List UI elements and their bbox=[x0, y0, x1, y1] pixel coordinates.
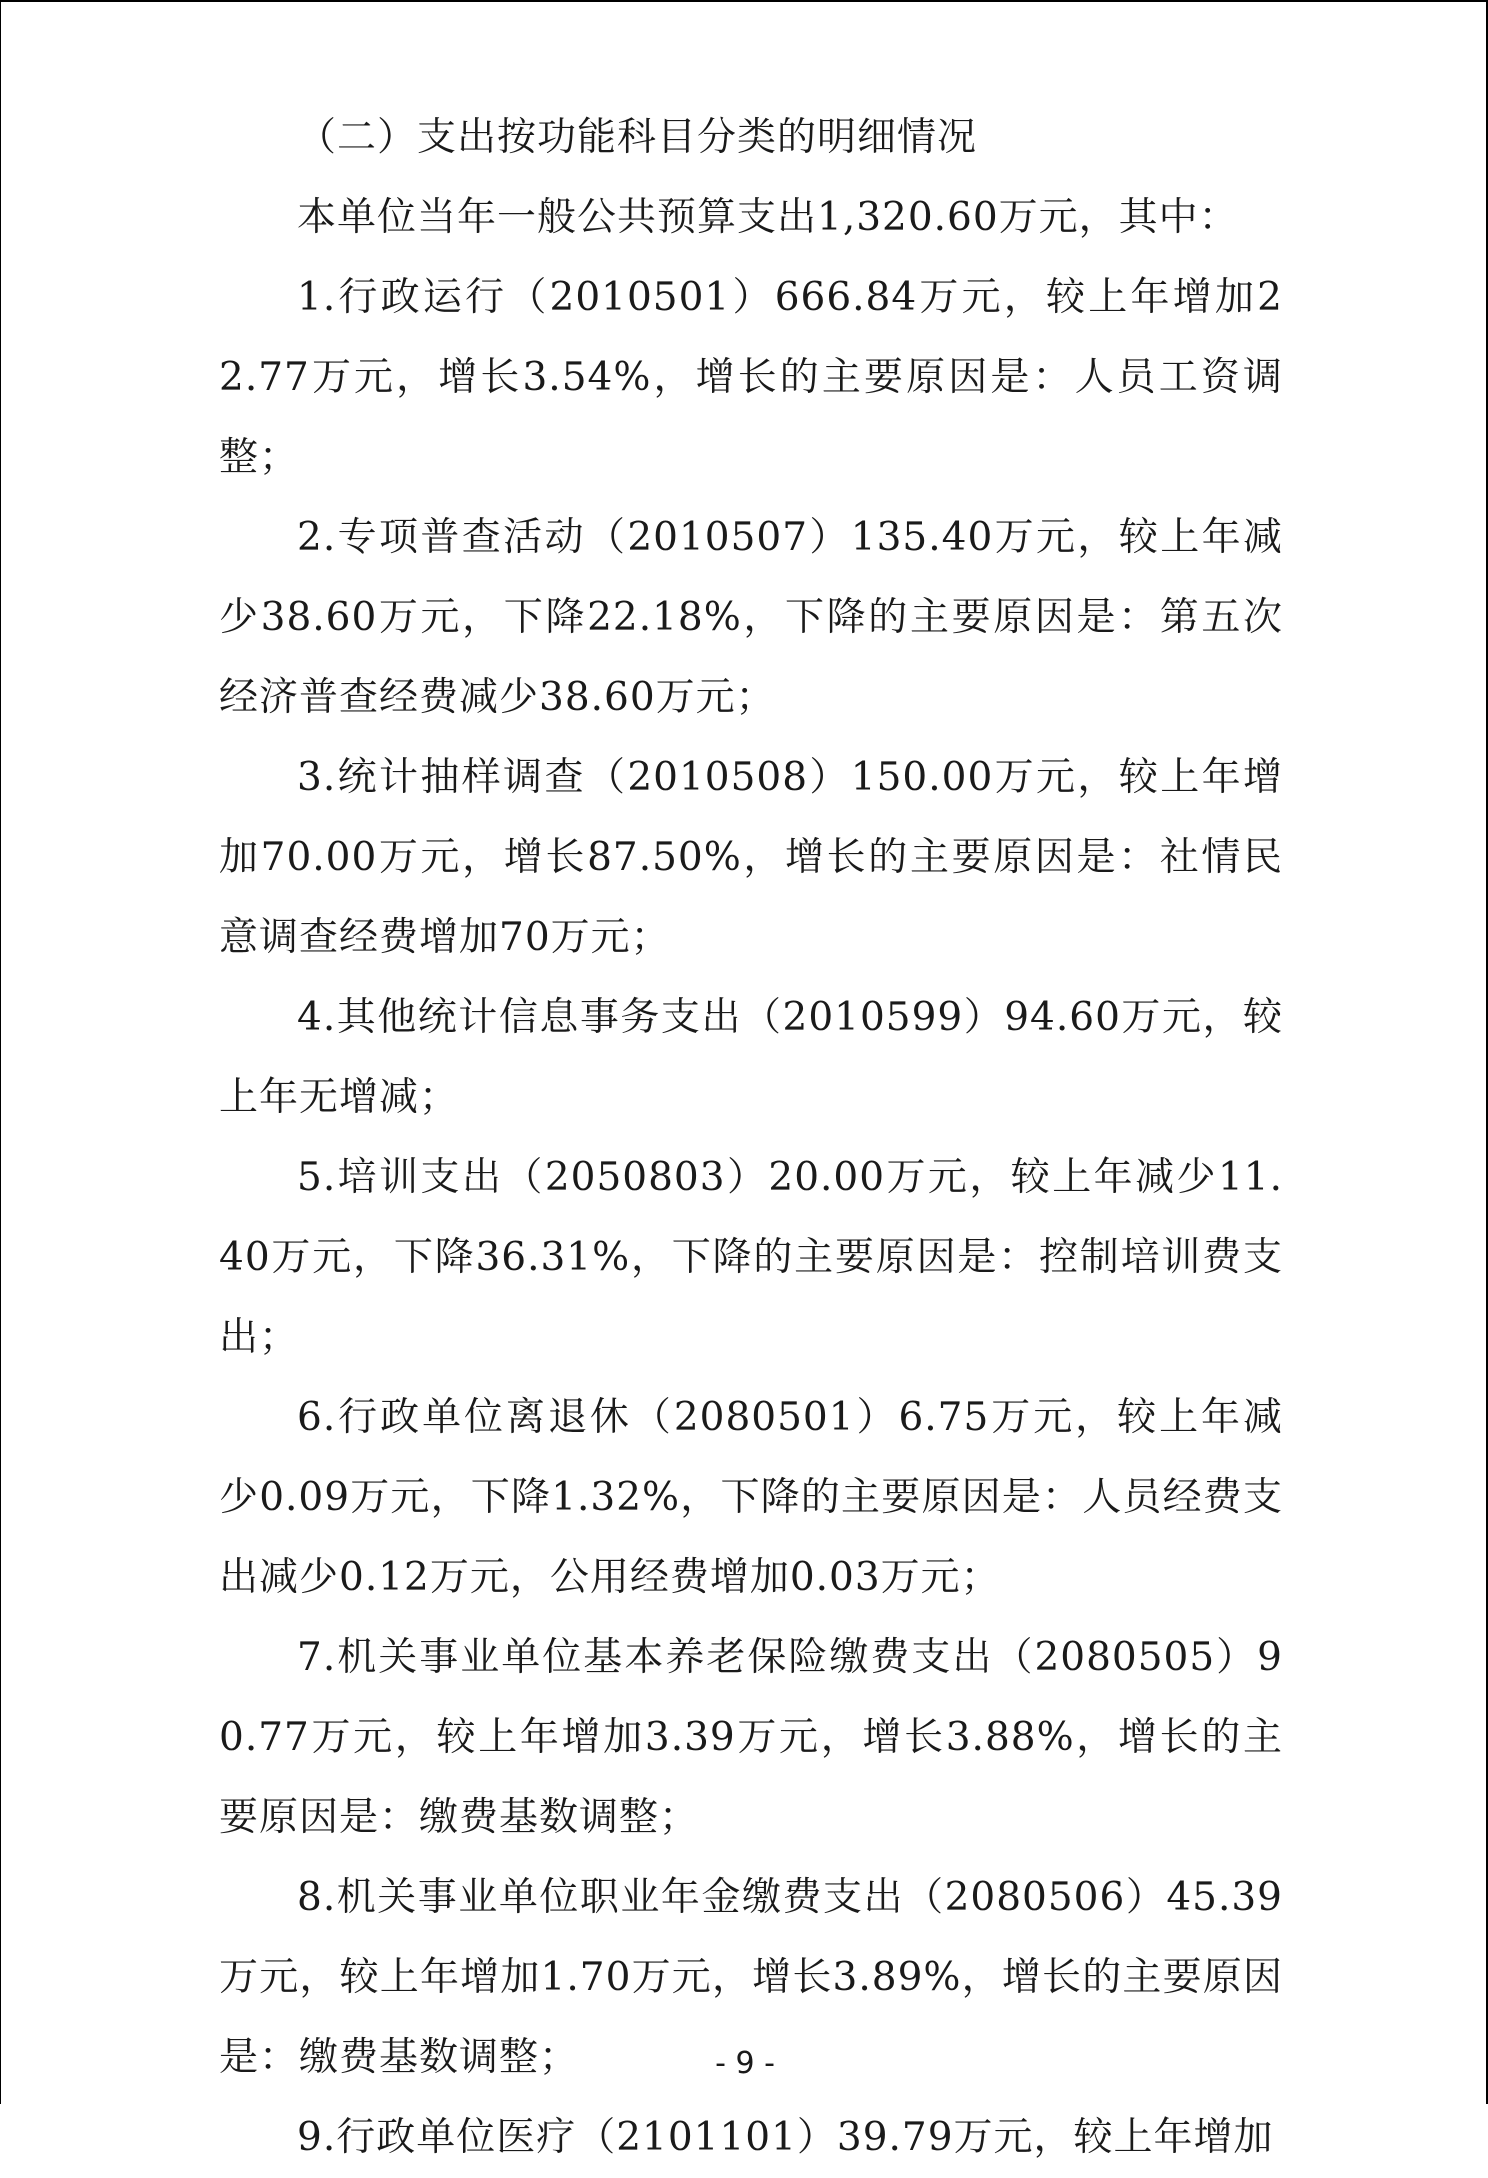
expense-item-9: 9.行政单位医疗（2101101）39.79万元，较上年增加 bbox=[297, 2115, 1274, 2160]
expense-item-7: 7.机关事业单位基本养老保险缴费支出（2080505）90.77万元，较上年增加3.39万元，增长3.88%，增长的主要原因是：缴费基数调整； bbox=[219, 1635, 1283, 1840]
document-body bbox=[219, 98, 1283, 2178]
expense-item-8: 8.机关事业单位职业年金缴费支出（2080506）45.39万元，较上年增加1.70万元，增长3.89%，增长的主要原因是：缴费基数调整； bbox=[219, 1875, 1283, 2080]
page-number: - 9 - bbox=[715, 2046, 775, 2081]
expense-item-2: 2.专项普查活动（2010507）135.40万元，较上年减少38.60万元，下降22.18%，下降的主要原因是：第五次经济普查经费减少38.60万元； bbox=[219, 515, 1283, 720]
intro-paragraph: 本单位当年一般公共预算支出1,320.60万元，其中： bbox=[297, 195, 1239, 240]
expense-item-6: 6.行政单位离退休（2080501）6.75万元，较上年减少0.09万元，下降1.32%，下降的主要原因是：人员经费支出减少0.12万元，公用经费增加0.03万元； bbox=[219, 1395, 1283, 1600]
expense-item-3: 3.统计抽样调查（2010508）150.00万元，较上年增加70.00万元，增长87.50%，增长的主要原因是：社情民意调查经费增加70万元； bbox=[219, 755, 1283, 960]
expense-item-4: 4.其他统计信息事务支出（2010599）94.60万元，较上年无增减； bbox=[219, 995, 1283, 1120]
expense-item-1: 1.行政运行（2010501）666.84万元，较上年增加22.77万元，增长3.54%，增长的主要原因是：人员工资调整； bbox=[219, 275, 1283, 480]
section-heading: （二）支出按功能科目分类的明细情况 bbox=[297, 115, 978, 160]
expense-item-5: 5.培训支出（2050803）20.00万元，较上年减少11.40万元，下降36.31%，下降的主要原因是：控制培训费支出； bbox=[219, 1155, 1283, 1360]
